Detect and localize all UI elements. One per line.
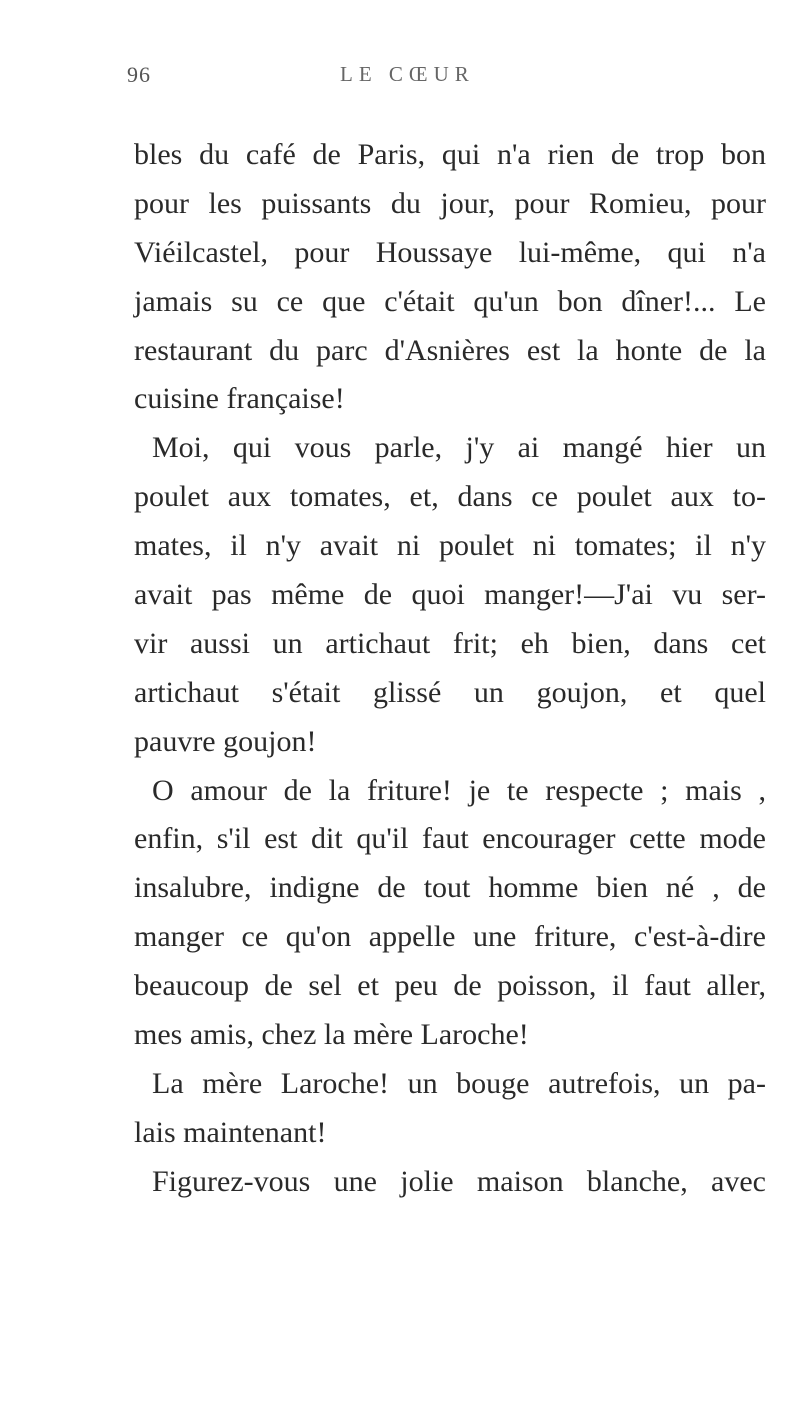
text-line: Figurez-vous une jolie maison blanche, avec: [152, 1164, 766, 1198]
text-line: bles du café de Paris, qui n'a rien de trop bon: [134, 138, 766, 171]
text-line: poulet aux tomates, et, dans ce poulet aux to-: [134, 480, 766, 514]
text-line: beaucoup de sel et peu de poisson, il faut aller,: [134, 969, 766, 1003]
text-line: artichaut s'était glissé un goujon, et quel: [134, 675, 766, 709]
text-line: pour les puissants du jour, pour Romieu, pour: [134, 186, 766, 220]
text-line: insalubre, indigne de tout homme bien né , de: [134, 871, 766, 905]
text-line: cuisine française!: [134, 382, 345, 416]
text-line: pauvre goujon!: [134, 724, 317, 758]
text-line: vir aussi un artichaut frit; eh bien, dans cet: [134, 626, 766, 660]
text-line: lais maintenant!: [134, 1115, 327, 1149]
text-line: Viéilcastel, pour Houssaye lui-même, qui n'a: [134, 235, 766, 269]
page-header: [0, 62, 800, 92]
text-line: mates, il n'y avait ni poulet ni tomates; il n'y: [134, 529, 766, 563]
text-line: enfin, s'il est dit qu'il faut encourager cette mode: [134, 822, 766, 856]
text-line: Moi, qui vous parle, j'y ai mangé hier un: [152, 431, 766, 465]
page-number: 96: [127, 62, 151, 87]
running-head: LE CŒUR: [340, 62, 475, 86]
text-line: manger ce qu'on appelle une friture, c'est-à-dire: [134, 920, 766, 954]
text-line: jamais su ce que c'était qu'un bon dîner!... Le: [134, 284, 766, 318]
text-line: La mère Laroche! un bouge autrefois, un pa-: [152, 1066, 766, 1100]
body-text: [134, 131, 766, 1207]
text-line: O amour de la friture! je te respecte ; mais ,: [152, 773, 766, 807]
text-line: avait pas même de quoi manger!—J'ai vu ser-: [134, 578, 766, 612]
text-line: mes amis, chez la mère Laroche!: [134, 1018, 529, 1052]
text-line: restaurant du parc d'Asnières est la honte de la: [134, 333, 766, 367]
